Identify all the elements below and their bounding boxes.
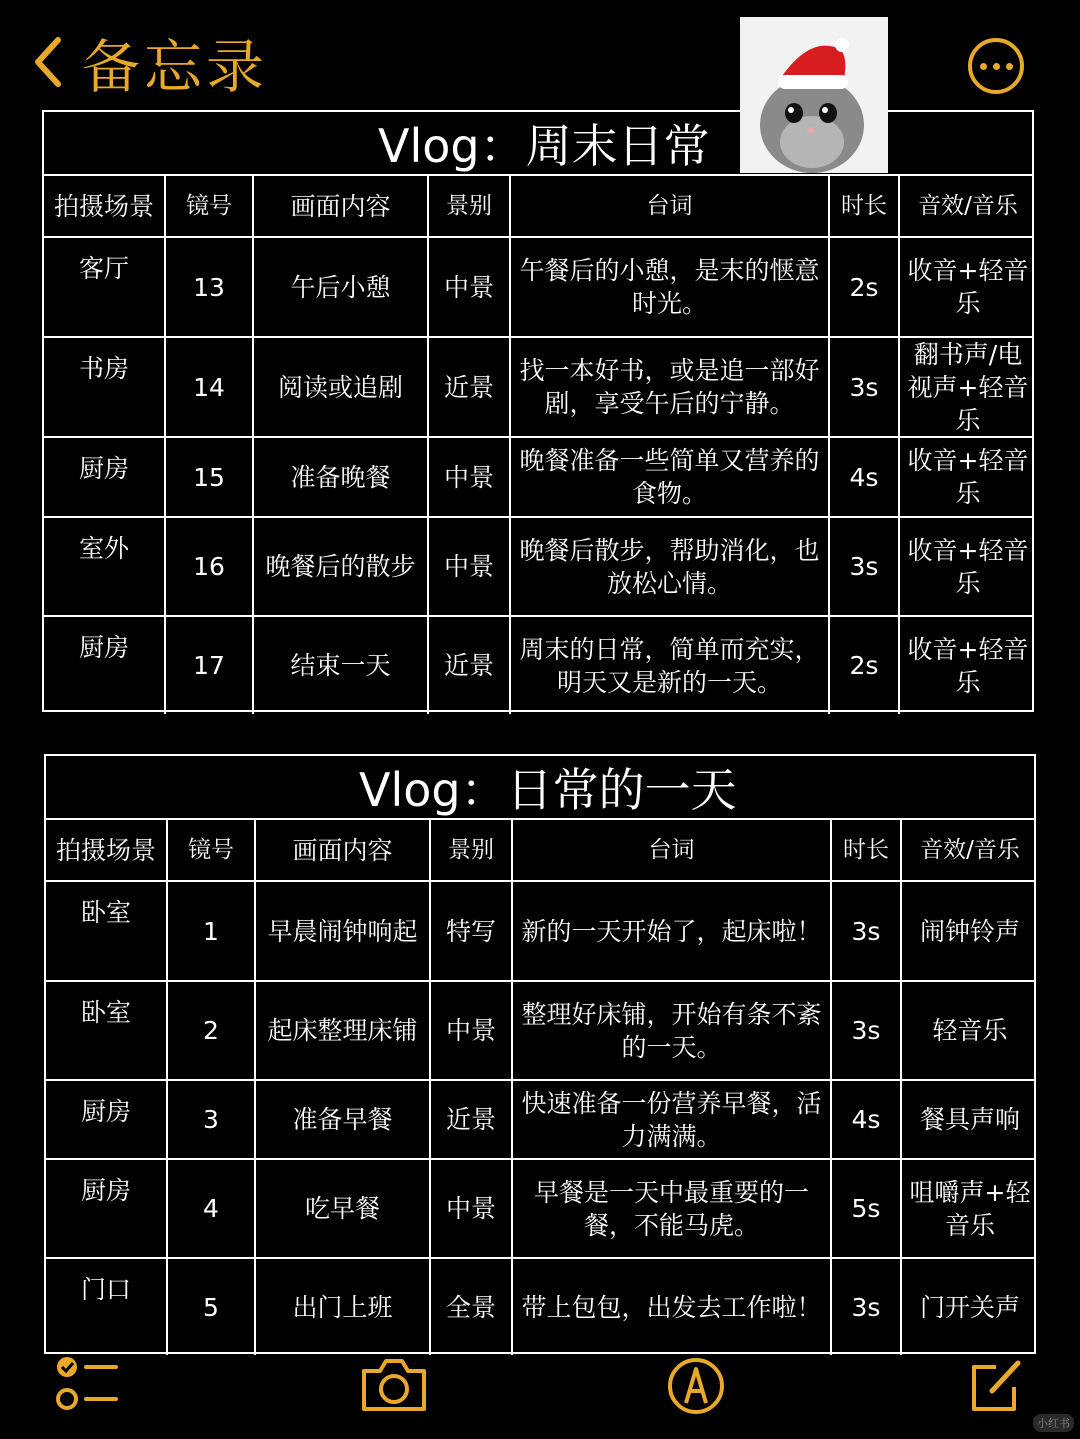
column-header: 画面内容 xyxy=(254,176,429,236)
column-header: 台词 xyxy=(511,176,830,236)
markup-button[interactable] xyxy=(666,1355,726,1417)
content-cell: 准备晚餐 xyxy=(254,438,429,516)
table-row xyxy=(44,617,1032,714)
shot-size-cell: 中景 xyxy=(431,982,513,1079)
audio-cell: 收音+轻音乐 xyxy=(907,446,1029,508)
chevron-left-icon xyxy=(28,32,68,92)
duration-cell: 3s xyxy=(832,1259,902,1355)
back-label: 备忘录 xyxy=(82,33,269,101)
table-row xyxy=(46,1081,1034,1160)
shot-number-cell: 4 xyxy=(168,1160,256,1257)
shot-size-cell: 中景 xyxy=(429,238,511,336)
content-cell: 吃早餐 xyxy=(256,1160,431,1257)
shot-number-cell: 15 xyxy=(166,438,254,516)
table-title: Vlog：日常的一天 xyxy=(46,756,1034,820)
table-header-row xyxy=(44,176,1032,238)
shot-number-cell: 1 xyxy=(168,882,256,980)
column-header: 镜号 xyxy=(166,176,254,236)
dialogue-cell: 晚餐准备一些简单又营养的食物。 xyxy=(511,438,830,516)
shot-size-cell: 中景 xyxy=(429,518,511,615)
scene-cell: 客厅 xyxy=(44,238,166,336)
hamster-santa-hat-sticker xyxy=(740,17,888,173)
dialogue-cell: 新的一天开始了，起床啦！ xyxy=(513,882,832,980)
duration-cell: 3s xyxy=(830,518,900,615)
duration-cell: 3s xyxy=(832,982,902,1079)
column-header: 音效/音乐 xyxy=(920,836,1020,863)
table-header-row xyxy=(46,820,1034,882)
dot-icon xyxy=(1006,63,1013,70)
duration-cell: 3s xyxy=(832,882,902,980)
shot-number-cell: 14 xyxy=(166,338,254,436)
watermark: 小红书 xyxy=(1033,1414,1074,1432)
scene-cell: 书房 xyxy=(44,338,166,436)
content-cell: 出门上班 xyxy=(256,1259,431,1355)
column-header: 镜号 xyxy=(168,820,256,880)
shot-number-cell: 5 xyxy=(168,1259,256,1355)
duration-cell: 2s xyxy=(830,238,900,336)
checklist-button[interactable] xyxy=(52,1355,122,1417)
audio-cell: 轻音乐 xyxy=(932,1016,1008,1045)
column-header: 音效/音乐 xyxy=(918,192,1018,219)
table-row xyxy=(46,982,1034,1081)
top-bar xyxy=(0,0,1080,110)
content-cell: 结束一天 xyxy=(254,617,429,714)
dialogue-cell: 午餐后的小憩，是末的惬意时光。 xyxy=(511,238,830,336)
camera-button[interactable] xyxy=(358,1355,430,1417)
dot-icon xyxy=(993,63,1000,70)
shot-size-cell: 近景 xyxy=(431,1081,513,1158)
dialogue-cell: 快速准备一份营养早餐，活力满满。 xyxy=(513,1081,832,1158)
duration-cell: 3s xyxy=(830,338,900,436)
column-header: 台词 xyxy=(513,820,832,880)
table-row xyxy=(46,1259,1034,1355)
shot-number-cell: 16 xyxy=(166,518,254,615)
scene-cell: 室外 xyxy=(44,518,166,615)
column-header: 时长 xyxy=(832,820,902,880)
shot-number-cell: 3 xyxy=(168,1081,256,1158)
dialogue-cell: 周末的日常，简单而充实，明天又是新的一天。 xyxy=(511,617,830,714)
table-row xyxy=(46,882,1034,982)
dialogue-cell: 早餐是一天中最重要的一餐，不能马虎。 xyxy=(513,1160,832,1257)
column-header: 画面内容 xyxy=(256,820,431,880)
content-cell: 准备早餐 xyxy=(256,1081,431,1158)
audio-cell: 收音+轻音乐 xyxy=(907,634,1029,697)
scene-cell: 卧室 xyxy=(46,882,168,980)
more-options-icon xyxy=(980,63,987,70)
column-header: 拍摄场景 xyxy=(46,820,168,880)
audio-cell: 门开关声 xyxy=(919,1292,1020,1322)
scene-cell: 门口 xyxy=(46,1259,168,1355)
hamster-sticker xyxy=(740,17,888,173)
compose-button[interactable] xyxy=(966,1355,1026,1417)
scene-cell: 厨房 xyxy=(44,617,166,714)
shot-size-cell: 中景 xyxy=(429,438,511,516)
audio-cell: 咀嚼声+轻音乐 xyxy=(909,1177,1031,1240)
pen-markup-icon xyxy=(666,1355,726,1417)
audio-cell: 餐具声响 xyxy=(919,1105,1020,1134)
dialogue-cell: 整理好床铺，开始有条不紊的一天。 xyxy=(513,982,832,1079)
table-row xyxy=(44,338,1032,438)
duration-cell: 4s xyxy=(830,438,900,516)
shot-size-cell: 全景 xyxy=(431,1259,513,1355)
camera-icon xyxy=(358,1355,430,1417)
shot-size-cell: 中景 xyxy=(431,1160,513,1257)
content-cell: 晚餐后的散步 xyxy=(254,518,429,615)
duration-cell: 4s xyxy=(832,1081,902,1158)
back-button[interactable] xyxy=(28,22,268,102)
column-header: 景别 xyxy=(429,176,511,236)
shot-number-cell: 13 xyxy=(166,238,254,336)
table-row xyxy=(44,438,1032,518)
shot-number-cell: 17 xyxy=(166,617,254,714)
more-options-button[interactable] xyxy=(968,38,1024,94)
audio-cell: 翻书声/电视声+轻音乐 xyxy=(907,339,1029,435)
duration-cell: 5s xyxy=(832,1160,902,1257)
dialogue-cell: 带上包包，出发去工作啦！ xyxy=(513,1259,832,1355)
audio-cell: 收音+轻音乐 xyxy=(907,256,1029,318)
duration-cell: 2s xyxy=(830,617,900,714)
checklist-icon xyxy=(52,1355,122,1417)
shot-size-cell: 近景 xyxy=(429,338,511,436)
table-weekend-vlog xyxy=(42,110,1034,712)
table-row xyxy=(44,238,1032,338)
audio-cell: 闹钟铃声 xyxy=(919,916,1020,946)
bottom-toolbar xyxy=(0,1355,1080,1439)
scene-cell: 卧室 xyxy=(46,982,168,1079)
scene-cell: 厨房 xyxy=(44,438,166,516)
shot-size-cell: 近景 xyxy=(429,617,511,714)
column-header: 景别 xyxy=(431,820,513,880)
scene-cell: 厨房 xyxy=(46,1081,168,1158)
column-header: 时长 xyxy=(830,176,900,236)
table-daily-vlog xyxy=(44,754,1036,1354)
dialogue-cell: 晚餐后散步，帮助消化，也放松心情。 xyxy=(511,518,830,615)
compose-icon xyxy=(966,1355,1026,1417)
shot-number-cell: 2 xyxy=(168,982,256,1079)
content-cell: 起床整理床铺 xyxy=(256,982,431,1079)
table-row xyxy=(44,518,1032,617)
table-title: Vlog：周末日常 xyxy=(44,112,1032,176)
dialogue-cell: 找一本好书，或是追一部好剧，享受午后的宁静。 xyxy=(511,338,830,436)
shot-size-cell: 特写 xyxy=(431,882,513,980)
column-header: 拍摄场景 xyxy=(44,176,166,236)
scene-cell: 厨房 xyxy=(46,1160,168,1257)
table-row xyxy=(46,1160,1034,1259)
content-cell: 午后小憩 xyxy=(254,238,429,336)
content-cell: 早晨闹钟响起 xyxy=(256,882,431,980)
content-cell: 阅读或追剧 xyxy=(254,338,429,436)
audio-cell: 收音+轻音乐 xyxy=(907,535,1029,598)
